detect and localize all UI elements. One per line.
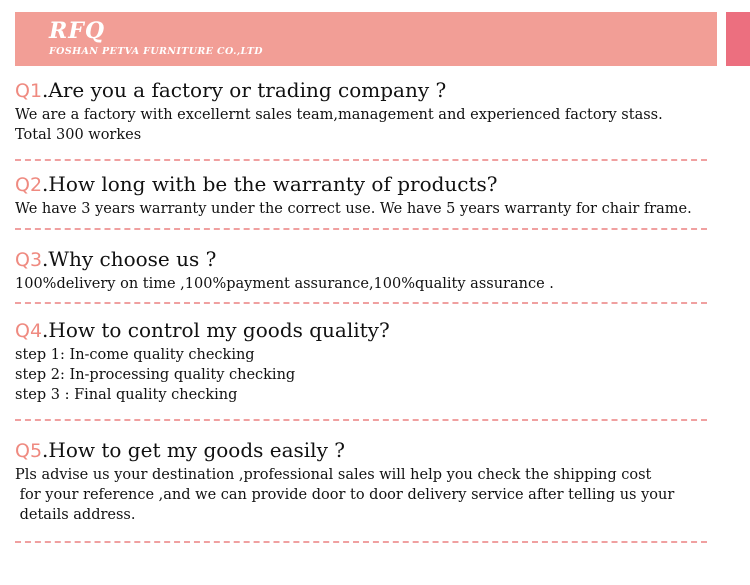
- question-text: .How long with be the warranty of products?: [42, 172, 498, 196]
- page-title: RFQ: [49, 18, 106, 44]
- faq-question: [15, 171, 735, 198]
- faq-item-q2: [15, 171, 735, 219]
- faq-question: [15, 246, 735, 273]
- answer-line: step 1: In-come quality checking: [15, 347, 255, 363]
- answer-line: step 3 : Final quality checking: [15, 387, 238, 403]
- question-text: .Are you a factory or trading company ?: [42, 78, 447, 102]
- question-text: .How to get my goods easily ?: [42, 438, 345, 462]
- question-number: Q2: [15, 174, 43, 196]
- answer-line: Pls advise us your destination ,professional sales will help you check the shipping cost: [15, 467, 652, 483]
- divider: [15, 541, 707, 543]
- question-number: Q4: [15, 320, 43, 342]
- question-text: .How to control my goods quality?: [42, 318, 390, 342]
- divider: [15, 419, 707, 421]
- question-number: Q1: [15, 80, 43, 102]
- answer-line: for your reference ,and we can provide door to door delivery service after telling us your: [15, 487, 675, 503]
- company-name: FOSHAN PETVA FURNITURE CO.,LTD: [49, 46, 263, 57]
- divider: [15, 302, 707, 304]
- faq-item-q4: [15, 317, 735, 405]
- answer-line: details address.: [15, 507, 136, 523]
- faq-question: [15, 77, 735, 104]
- question-text: .Why choose us ?: [42, 247, 217, 271]
- faq-item-q1: [15, 77, 735, 145]
- faq-question: [15, 437, 735, 464]
- divider: [15, 159, 707, 161]
- answer-line: step 2: In-processing quality checking: [15, 367, 296, 383]
- answer-line: We are a factory with excellernt sales team,management and experienced factory stass.: [15, 107, 663, 123]
- banner-tab: [726, 12, 750, 66]
- question-number: Q3: [15, 249, 43, 271]
- faq-question: [15, 317, 735, 344]
- answer-line: Total 300 workes: [15, 127, 142, 143]
- question-number: Q5: [15, 440, 43, 462]
- answer-line: 100%delivery on time ,100%payment assurance,100%quality assurance .: [15, 276, 554, 292]
- divider: [15, 228, 707, 230]
- faq-item-q3: [15, 246, 735, 294]
- faq-item-q5: [15, 437, 735, 525]
- header-banner: [15, 12, 717, 66]
- answer-line: We have 3 years warranty under the correct use. We have 5 years warranty for chair frame.: [15, 201, 692, 217]
